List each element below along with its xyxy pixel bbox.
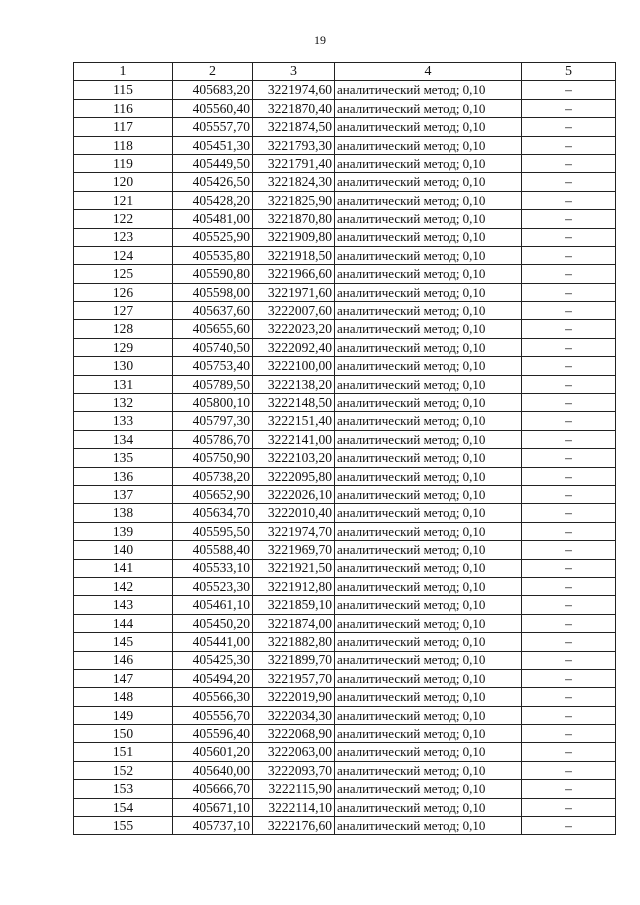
method-accuracy-cell: аналитический метод; 0,10 (335, 541, 522, 559)
table-row (74, 614, 616, 632)
x-coordinate-cell: 405797,30 (173, 412, 253, 430)
note-cell: – (522, 780, 616, 798)
point-number-cell: 128 (74, 320, 173, 338)
note-cell: – (522, 320, 616, 338)
method-accuracy-cell: аналитический метод; 0,10 (335, 394, 522, 412)
method-accuracy-cell: аналитический метод; 0,10 (335, 725, 522, 743)
column-header: 3 (253, 63, 335, 81)
table-row (74, 375, 616, 393)
x-coordinate-cell: 405596,40 (173, 725, 253, 743)
y-coordinate-cell: 3221974,60 (253, 81, 335, 99)
x-coordinate-cell: 405428,20 (173, 191, 253, 209)
point-number-cell: 137 (74, 485, 173, 503)
x-coordinate-cell: 405533,10 (173, 559, 253, 577)
note-cell: – (522, 173, 616, 191)
table-row (74, 412, 616, 430)
x-coordinate-cell: 405750,90 (173, 449, 253, 467)
point-number-cell: 127 (74, 302, 173, 320)
method-accuracy-cell: аналитический метод; 0,10 (335, 669, 522, 687)
x-coordinate-cell: 405652,90 (173, 485, 253, 503)
point-number-cell: 129 (74, 338, 173, 356)
note-cell: – (522, 228, 616, 246)
table-row (74, 320, 616, 338)
note-cell: – (522, 541, 616, 559)
point-number-cell: 140 (74, 541, 173, 559)
x-coordinate-cell: 405425,30 (173, 651, 253, 669)
method-accuracy-cell: аналитический метод; 0,10 (335, 228, 522, 246)
table-row (74, 485, 616, 503)
column-header: 1 (74, 63, 173, 81)
note-cell: – (522, 412, 616, 430)
point-number-cell: 153 (74, 780, 173, 798)
method-accuracy-cell: аналитический метод; 0,10 (335, 559, 522, 577)
table-row (74, 449, 616, 467)
y-coordinate-cell: 3221974,70 (253, 522, 335, 540)
table-row (74, 798, 616, 816)
table-row (74, 302, 616, 320)
point-number-cell: 126 (74, 283, 173, 301)
method-accuracy-cell: аналитический метод; 0,10 (335, 485, 522, 503)
y-coordinate-cell: 3221909,80 (253, 228, 335, 246)
x-coordinate-cell: 405738,20 (173, 467, 253, 485)
y-coordinate-cell: 3221899,70 (253, 651, 335, 669)
point-number-cell: 135 (74, 449, 173, 467)
y-coordinate-cell: 3222007,60 (253, 302, 335, 320)
point-number-cell: 134 (74, 430, 173, 448)
note-cell: – (522, 725, 616, 743)
note-cell: – (522, 596, 616, 614)
note-cell: – (522, 669, 616, 687)
method-accuracy-cell: аналитический метод; 0,10 (335, 320, 522, 338)
method-accuracy-cell: аналитический метод; 0,10 (335, 761, 522, 779)
method-accuracy-cell: аналитический метод; 0,10 (335, 136, 522, 154)
point-number-cell: 122 (74, 210, 173, 228)
x-coordinate-cell: 405786,70 (173, 430, 253, 448)
method-accuracy-cell: аналитический метод; 0,10 (335, 577, 522, 595)
x-coordinate-cell: 405450,20 (173, 614, 253, 632)
x-coordinate-cell: 405449,50 (173, 154, 253, 172)
note-cell: – (522, 394, 616, 412)
point-number-cell: 120 (74, 173, 173, 191)
point-number-cell: 155 (74, 817, 173, 835)
y-coordinate-cell: 3222100,00 (253, 357, 335, 375)
x-coordinate-cell: 405451,30 (173, 136, 253, 154)
method-accuracy-cell: аналитический метод; 0,10 (335, 191, 522, 209)
method-accuracy-cell: аналитический метод; 0,10 (335, 375, 522, 393)
table-row (74, 81, 616, 99)
x-coordinate-cell: 405494,20 (173, 669, 253, 687)
y-coordinate-cell: 3222023,20 (253, 320, 335, 338)
method-accuracy-cell: аналитический метод; 0,10 (335, 99, 522, 117)
point-number-cell: 124 (74, 246, 173, 264)
method-accuracy-cell: аналитический метод; 0,10 (335, 504, 522, 522)
table-row (74, 817, 616, 835)
table-row (74, 559, 616, 577)
table-row (74, 706, 616, 724)
x-coordinate-cell: 405426,50 (173, 173, 253, 191)
note-cell: – (522, 283, 616, 301)
y-coordinate-cell: 3221824,30 (253, 173, 335, 191)
method-accuracy-cell: аналитический метод; 0,10 (335, 706, 522, 724)
table-row (74, 99, 616, 117)
x-coordinate-cell: 405525,90 (173, 228, 253, 246)
point-number-cell: 152 (74, 761, 173, 779)
y-coordinate-cell: 3221957,70 (253, 669, 335, 687)
table-row (74, 596, 616, 614)
y-coordinate-cell: 3222010,40 (253, 504, 335, 522)
table-row (74, 136, 616, 154)
note-cell: – (522, 817, 616, 835)
table-row (74, 283, 616, 301)
table-row (74, 118, 616, 136)
column-header: 2 (173, 63, 253, 81)
x-coordinate-cell: 405595,50 (173, 522, 253, 540)
note-cell: – (522, 357, 616, 375)
point-number-cell: 142 (74, 577, 173, 595)
method-accuracy-cell: аналитический метод; 0,10 (335, 81, 522, 99)
y-coordinate-cell: 3222034,30 (253, 706, 335, 724)
point-number-cell: 151 (74, 743, 173, 761)
table-row (74, 725, 616, 743)
point-number-cell: 136 (74, 467, 173, 485)
point-number-cell: 118 (74, 136, 173, 154)
note-cell: – (522, 191, 616, 209)
y-coordinate-cell: 3221966,60 (253, 265, 335, 283)
note-cell: – (522, 375, 616, 393)
y-coordinate-cell: 3221870,80 (253, 210, 335, 228)
y-coordinate-cell: 3221870,40 (253, 99, 335, 117)
note-cell: – (522, 706, 616, 724)
x-coordinate-cell: 405637,60 (173, 302, 253, 320)
note-cell: – (522, 265, 616, 283)
note-cell: – (522, 651, 616, 669)
point-number-cell: 138 (74, 504, 173, 522)
y-coordinate-cell: 3221921,50 (253, 559, 335, 577)
y-coordinate-cell: 3222103,20 (253, 449, 335, 467)
point-number-cell: 149 (74, 706, 173, 724)
method-accuracy-cell: аналитический метод; 0,10 (335, 302, 522, 320)
table-row (74, 504, 616, 522)
x-coordinate-cell: 405640,00 (173, 761, 253, 779)
y-coordinate-cell: 3221971,60 (253, 283, 335, 301)
point-number-cell: 115 (74, 81, 173, 99)
x-coordinate-cell: 405740,50 (173, 338, 253, 356)
point-number-cell: 125 (74, 265, 173, 283)
x-coordinate-cell: 405590,80 (173, 265, 253, 283)
note-cell: – (522, 430, 616, 448)
method-accuracy-cell: аналитический метод; 0,10 (335, 173, 522, 191)
point-number-cell: 148 (74, 688, 173, 706)
table-row (74, 228, 616, 246)
x-coordinate-cell: 405655,60 (173, 320, 253, 338)
point-number-cell: 139 (74, 522, 173, 540)
note-cell: – (522, 633, 616, 651)
y-coordinate-cell: 3222115,90 (253, 780, 335, 798)
x-coordinate-cell: 405601,20 (173, 743, 253, 761)
point-number-cell: 132 (74, 394, 173, 412)
note-cell: – (522, 154, 616, 172)
note-cell: – (522, 81, 616, 99)
note-cell: – (522, 504, 616, 522)
method-accuracy-cell: аналитический метод; 0,10 (335, 430, 522, 448)
method-accuracy-cell: аналитический метод; 0,10 (335, 246, 522, 264)
x-coordinate-cell: 405588,40 (173, 541, 253, 559)
table-row (74, 577, 616, 595)
y-coordinate-cell: 3221969,70 (253, 541, 335, 559)
point-number-cell: 146 (74, 651, 173, 669)
y-coordinate-cell: 3222019,90 (253, 688, 335, 706)
x-coordinate-cell: 405789,50 (173, 375, 253, 393)
y-coordinate-cell: 3222114,10 (253, 798, 335, 816)
table-row (74, 246, 616, 264)
y-coordinate-cell: 3222063,00 (253, 743, 335, 761)
y-coordinate-cell: 3221882,80 (253, 633, 335, 651)
column-header: 5 (522, 63, 616, 81)
x-coordinate-cell: 405753,40 (173, 357, 253, 375)
note-cell: – (522, 302, 616, 320)
method-accuracy-cell: аналитический метод; 0,10 (335, 449, 522, 467)
note-cell: – (522, 467, 616, 485)
method-accuracy-cell: аналитический метод; 0,10 (335, 118, 522, 136)
table-row (74, 688, 616, 706)
note-cell: – (522, 338, 616, 356)
table-row (74, 669, 616, 687)
point-number-cell: 123 (74, 228, 173, 246)
x-coordinate-cell: 405535,80 (173, 246, 253, 264)
table-row (74, 173, 616, 191)
table-row (74, 633, 616, 651)
table-row (74, 467, 616, 485)
y-coordinate-cell: 3222141,00 (253, 430, 335, 448)
table-row (74, 761, 616, 779)
point-number-cell: 143 (74, 596, 173, 614)
y-coordinate-cell: 3221912,80 (253, 577, 335, 595)
y-coordinate-cell: 3221874,50 (253, 118, 335, 136)
y-coordinate-cell: 3221874,00 (253, 614, 335, 632)
x-coordinate-cell: 405800,10 (173, 394, 253, 412)
method-accuracy-cell: аналитический метод; 0,10 (335, 467, 522, 485)
x-coordinate-cell: 405557,70 (173, 118, 253, 136)
y-coordinate-cell: 3222092,40 (253, 338, 335, 356)
method-accuracy-cell: аналитический метод; 0,10 (335, 154, 522, 172)
method-accuracy-cell: аналитический метод; 0,10 (335, 265, 522, 283)
method-accuracy-cell: аналитический метод; 0,10 (335, 817, 522, 835)
note-cell: – (522, 743, 616, 761)
y-coordinate-cell: 3222093,70 (253, 761, 335, 779)
note-cell: – (522, 449, 616, 467)
x-coordinate-cell: 405683,20 (173, 81, 253, 99)
table-row (74, 541, 616, 559)
note-cell: – (522, 688, 616, 706)
note-cell: – (522, 577, 616, 595)
column-header: 4 (335, 63, 522, 81)
point-number-cell: 130 (74, 357, 173, 375)
x-coordinate-cell: 405461,10 (173, 596, 253, 614)
table-row (74, 191, 616, 209)
table-row (74, 338, 616, 356)
y-coordinate-cell: 3221859,10 (253, 596, 335, 614)
method-accuracy-cell: аналитический метод; 0,10 (335, 357, 522, 375)
method-accuracy-cell: аналитический метод; 0,10 (335, 688, 522, 706)
y-coordinate-cell: 3221791,40 (253, 154, 335, 172)
x-coordinate-cell: 405634,70 (173, 504, 253, 522)
note-cell: – (522, 522, 616, 540)
note-cell: – (522, 761, 616, 779)
method-accuracy-cell: аналитический метод; 0,10 (335, 633, 522, 651)
y-coordinate-cell: 3222151,40 (253, 412, 335, 430)
x-coordinate-cell: 405441,00 (173, 633, 253, 651)
y-coordinate-cell: 3221825,90 (253, 191, 335, 209)
y-coordinate-cell: 3222138,20 (253, 375, 335, 393)
note-cell: – (522, 614, 616, 632)
note-cell: – (522, 246, 616, 264)
point-number-cell: 121 (74, 191, 173, 209)
x-coordinate-cell: 405523,30 (173, 577, 253, 595)
point-number-cell: 147 (74, 669, 173, 687)
method-accuracy-cell: аналитический метод; 0,10 (335, 338, 522, 356)
method-accuracy-cell: аналитический метод; 0,10 (335, 798, 522, 816)
table-row (74, 394, 616, 412)
table-row (74, 265, 616, 283)
note-cell: – (522, 485, 616, 503)
point-number-cell: 141 (74, 559, 173, 577)
x-coordinate-cell: 405737,10 (173, 817, 253, 835)
point-number-cell: 145 (74, 633, 173, 651)
point-number-cell: 116 (74, 99, 173, 117)
table-row (74, 430, 616, 448)
note-cell: – (522, 210, 616, 228)
point-number-cell: 131 (74, 375, 173, 393)
method-accuracy-cell: аналитический метод; 0,10 (335, 743, 522, 761)
note-cell: – (522, 118, 616, 136)
y-coordinate-cell: 3222176,60 (253, 817, 335, 835)
table-row (74, 210, 616, 228)
point-number-cell: 144 (74, 614, 173, 632)
table-row (74, 780, 616, 798)
table-body (74, 81, 616, 835)
point-number-cell: 150 (74, 725, 173, 743)
table-row (74, 522, 616, 540)
method-accuracy-cell: аналитический метод; 0,10 (335, 210, 522, 228)
coordinates-table (73, 62, 616, 835)
note-cell: – (522, 136, 616, 154)
y-coordinate-cell: 3221918,50 (253, 246, 335, 264)
x-coordinate-cell: 405666,70 (173, 780, 253, 798)
table-header-row (74, 63, 616, 81)
x-coordinate-cell: 405598,00 (173, 283, 253, 301)
y-coordinate-cell: 3222095,80 (253, 467, 335, 485)
table-row (74, 743, 616, 761)
method-accuracy-cell: аналитический метод; 0,10 (335, 614, 522, 632)
method-accuracy-cell: аналитический метод; 0,10 (335, 780, 522, 798)
point-number-cell: 133 (74, 412, 173, 430)
y-coordinate-cell: 3222148,50 (253, 394, 335, 412)
x-coordinate-cell: 405481,00 (173, 210, 253, 228)
method-accuracy-cell: аналитический метод; 0,10 (335, 596, 522, 614)
note-cell: – (522, 99, 616, 117)
table-row (74, 651, 616, 669)
x-coordinate-cell: 405556,70 (173, 706, 253, 724)
y-coordinate-cell: 3222026,10 (253, 485, 335, 503)
point-number-cell: 154 (74, 798, 173, 816)
point-number-cell: 119 (74, 154, 173, 172)
y-coordinate-cell: 3222068,90 (253, 725, 335, 743)
table-row (74, 357, 616, 375)
method-accuracy-cell: аналитический метод; 0,10 (335, 412, 522, 430)
table-row (74, 154, 616, 172)
note-cell: – (522, 798, 616, 816)
point-number-cell: 117 (74, 118, 173, 136)
y-coordinate-cell: 3221793,30 (253, 136, 335, 154)
page-number: 19 (314, 33, 326, 47)
x-coordinate-cell: 405566,30 (173, 688, 253, 706)
method-accuracy-cell: аналитический метод; 0,10 (335, 651, 522, 669)
x-coordinate-cell: 405560,40 (173, 99, 253, 117)
method-accuracy-cell: аналитический метод; 0,10 (335, 283, 522, 301)
x-coordinate-cell: 405671,10 (173, 798, 253, 816)
method-accuracy-cell: аналитический метод; 0,10 (335, 522, 522, 540)
note-cell: – (522, 559, 616, 577)
